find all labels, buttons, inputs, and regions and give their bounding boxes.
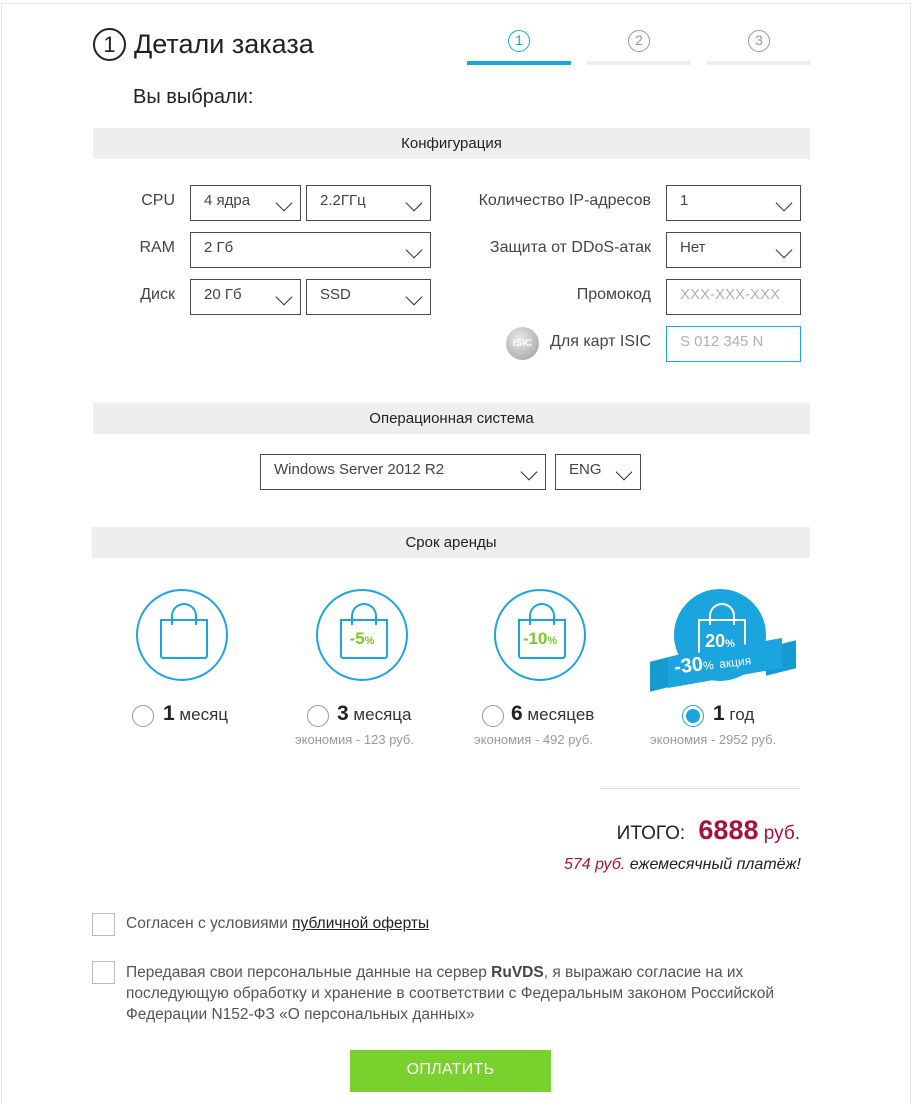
step-number-icon: 1: [93, 28, 126, 61]
chevron-down-icon: [276, 195, 293, 212]
step-3-icon: 3: [748, 30, 770, 52]
public-offer-link[interactable]: публичной оферты: [292, 915, 430, 932]
promo-label: Промокод: [576, 286, 651, 303]
period-1-year-saving: экономия - 2952 руб.: [650, 732, 777, 747]
period-3-months-label: 3 месяца: [337, 702, 412, 725]
step-2-bar: [587, 61, 691, 65]
step-3-tab[interactable]: [707, 30, 811, 65]
chevron-down-icon: [406, 195, 423, 212]
step-1-icon: 1: [508, 30, 530, 52]
step-2-icon: 2: [628, 30, 650, 52]
ip-count-label: Количество IP-адресов: [478, 192, 651, 209]
period-3-months-badge[interactable]: [316, 589, 408, 681]
total-currency: руб.: [763, 823, 800, 844]
monthly-payment-text: ежемесячный платёж!: [625, 856, 801, 873]
total-label: ИТОГО:: [616, 823, 686, 844]
language-select[interactable]: [555, 454, 641, 490]
disk-size-select[interactable]: [190, 279, 301, 315]
period-3-months-saving: экономия - 123 руб.: [295, 732, 414, 747]
ram-value: 2 Гб: [204, 239, 234, 256]
disk-size-value: 20 Гб: [204, 286, 242, 303]
chevron-down-icon: [406, 289, 423, 306]
cpu-freq-value: 2.2ГГц: [320, 192, 366, 209]
ip-count-value: 1: [680, 192, 689, 209]
personal-data-text: Передавая свои персональные данные на сервер RuVDS, я выражаю согласие на их последующую обработку и хранение в соответствии с Федеральным законом Российской Федерации N152-ФЗ «О персональных данных»: [126, 964, 774, 1023]
period-1-month-label: 1 месяц: [163, 702, 229, 725]
step-2-tab[interactable]: [587, 30, 691, 65]
total-amount: 6888: [698, 815, 759, 845]
os-value: Windows Server 2012 R2: [274, 461, 445, 478]
ip-count-select[interactable]: [666, 185, 801, 221]
step-1-tab[interactable]: [467, 30, 571, 65]
cpu-cores-value: 4 ядра: [204, 192, 251, 209]
disk-type-value: SSD: [320, 286, 351, 303]
promo-ribbon: [654, 644, 792, 684]
period-1-month-badge[interactable]: [136, 589, 228, 681]
period-1-year-label: 1 год: [713, 702, 755, 725]
period-6-months-badge[interactable]: [494, 589, 586, 681]
ram-select[interactable]: [190, 232, 431, 268]
step-3-bar: [707, 61, 811, 65]
disk-type-select[interactable]: [306, 279, 431, 315]
period-1-year-radio[interactable]: [682, 705, 704, 727]
discount-badge: -5%: [349, 629, 375, 648]
ddos-label: Защита от DDoS-атак: [489, 239, 651, 256]
cpu-label: CPU: [141, 192, 175, 209]
chosen-heading: Вы выбрали:: [133, 86, 254, 108]
config-section-title: Конфигурация: [93, 128, 810, 159]
personal-data-checkbox[interactable]: [92, 961, 115, 984]
isic-input[interactable]: S 012 345 N: [666, 326, 801, 362]
chevron-down-icon: [276, 289, 293, 306]
period-section-title: Срок аренды: [92, 527, 810, 558]
ddos-value: Нет: [680, 239, 706, 256]
os-section-title: Операционная система: [93, 403, 810, 434]
period-6-months-label: 6 месяцев: [511, 702, 595, 725]
discount-badge: -10%: [522, 629, 558, 648]
offer-checkbox[interactable]: [92, 913, 115, 936]
period-3-months-radio[interactable]: [307, 705, 329, 727]
ddos-select[interactable]: [666, 232, 801, 268]
offer-agreement-text: Согласен с условиями публичной оферты: [126, 915, 430, 932]
chevron-down-icon: [521, 464, 538, 481]
step-1-bar: [467, 61, 571, 65]
os-select[interactable]: [260, 454, 546, 490]
period-6-months-saving: экономия - 492 руб.: [474, 732, 593, 747]
period-6-months-radio[interactable]: [482, 705, 504, 727]
chevron-down-icon: [776, 195, 793, 212]
isic-logo-icon: ISIC: [506, 327, 539, 360]
monthly-payment: [564, 856, 801, 874]
summary-divider: [600, 788, 800, 789]
page-title: Детали заказа: [134, 29, 314, 59]
chevron-down-icon: [616, 464, 633, 481]
shopping-bag-icon: [160, 619, 208, 659]
monthly-payment-value: 574 руб.: [563, 856, 626, 873]
language-value: ENG: [569, 461, 602, 478]
discount-badge: 20%: [705, 631, 735, 651]
total-line: [617, 815, 800, 846]
cpu-freq-select[interactable]: [306, 185, 431, 221]
pay-button[interactable]: ОПЛАТИТЬ: [350, 1050, 551, 1092]
period-1-month-radio[interactable]: [132, 705, 154, 727]
promo-discount-text: -30% акция: [672, 653, 752, 679]
cpu-cores-select[interactable]: [190, 185, 301, 221]
chevron-down-icon: [776, 242, 793, 259]
ram-label: RAM: [139, 239, 175, 256]
disk-label: Диск: [140, 286, 175, 303]
chevron-down-icon: [406, 242, 423, 259]
promo-input[interactable]: XXX-XXX-XXX: [666, 279, 801, 315]
isic-label: Для карт ISIC: [550, 333, 651, 350]
